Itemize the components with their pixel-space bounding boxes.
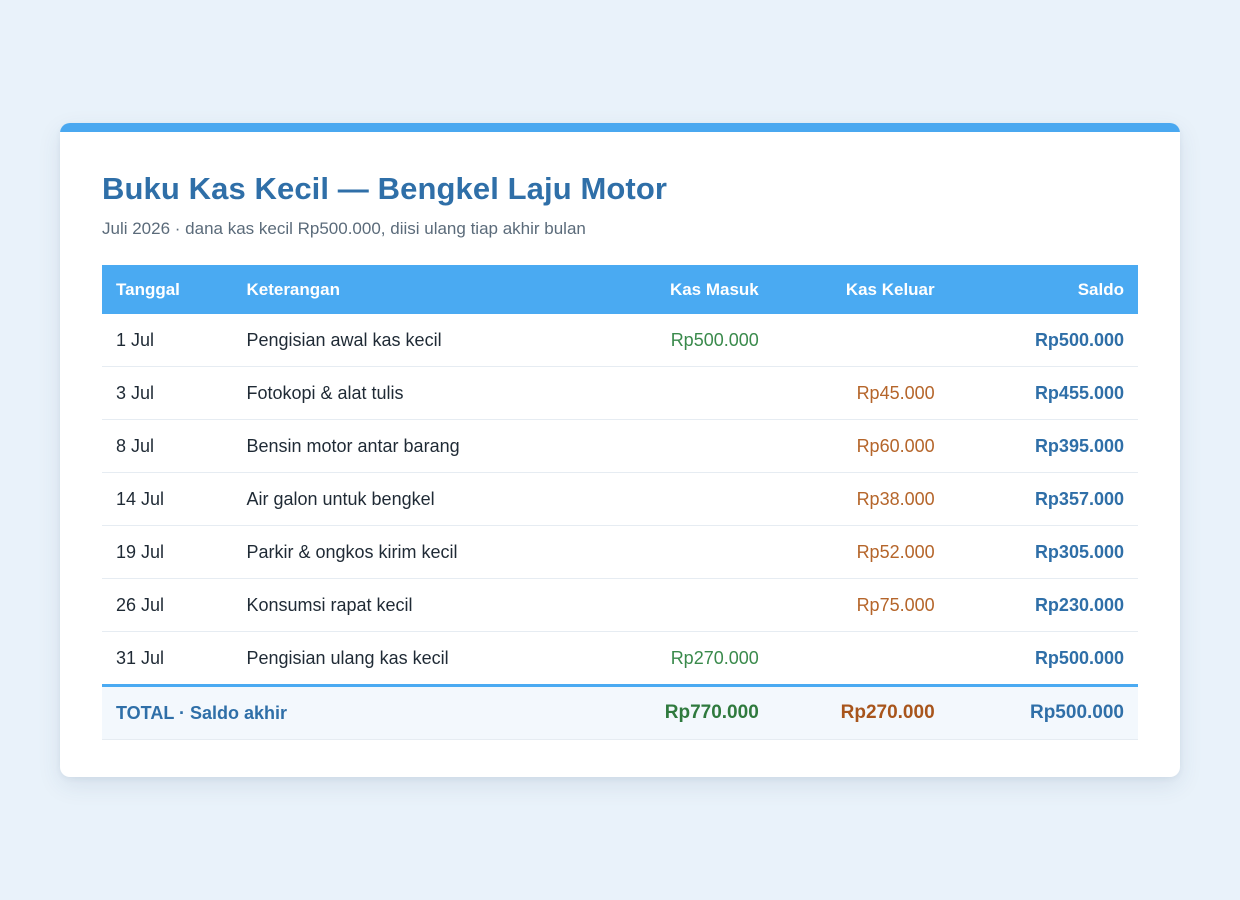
cell-balance: Rp395.000 bbox=[949, 420, 1138, 473]
cell-balance: Rp230.000 bbox=[949, 579, 1138, 632]
cell-date: 1 Jul bbox=[102, 314, 232, 367]
cell-cash-in bbox=[597, 526, 773, 579]
column-header-date: Tanggal bbox=[102, 265, 232, 314]
cell-date: 31 Jul bbox=[102, 632, 232, 686]
cell-balance: Rp305.000 bbox=[949, 526, 1138, 579]
table-body bbox=[102, 314, 1138, 686]
cell-description: Air galon untuk bengkel bbox=[232, 473, 596, 526]
table-row bbox=[102, 632, 1138, 686]
table-row bbox=[102, 367, 1138, 420]
table-row bbox=[102, 526, 1138, 579]
cell-cash-in bbox=[597, 473, 773, 526]
cell-balance: Rp500.000 bbox=[949, 632, 1138, 686]
cell-description: Parkir & ongkos kirim kecil bbox=[232, 526, 596, 579]
cell-description: Fotokopi & alat tulis bbox=[232, 367, 596, 420]
cell-cash-in: Rp270.000 bbox=[597, 632, 773, 686]
cell-cash-in: Rp500.000 bbox=[597, 314, 773, 367]
cell-description: Pengisian ulang kas kecil bbox=[232, 632, 596, 686]
cell-description: Bensin motor antar barang bbox=[232, 420, 596, 473]
table-row bbox=[102, 420, 1138, 473]
total-row bbox=[102, 686, 1138, 740]
card-accent-bar bbox=[60, 123, 1180, 132]
column-header-cash-in: Kas Masuk bbox=[597, 265, 773, 314]
cell-date: 3 Jul bbox=[102, 367, 232, 420]
cell-balance: Rp357.000 bbox=[949, 473, 1138, 526]
cell-description: Konsumsi rapat kecil bbox=[232, 579, 596, 632]
cell-date: 14 Jul bbox=[102, 473, 232, 526]
cell-date: 19 Jul bbox=[102, 526, 232, 579]
cell-cash-out: Rp60.000 bbox=[773, 420, 949, 473]
cell-balance: Rp500.000 bbox=[949, 314, 1138, 367]
table-footer bbox=[102, 686, 1138, 740]
cell-cash-in bbox=[597, 367, 773, 420]
total-cash-in: Rp770.000 bbox=[597, 686, 773, 740]
table-row bbox=[102, 579, 1138, 632]
cell-balance: Rp455.000 bbox=[949, 367, 1138, 420]
cell-cash-out: Rp45.000 bbox=[773, 367, 949, 420]
column-header-description: Keterangan bbox=[232, 265, 596, 314]
petty-cash-card bbox=[60, 123, 1180, 777]
header-row bbox=[102, 265, 1138, 314]
cell-date: 26 Jul bbox=[102, 579, 232, 632]
page-title: Buku Kas Kecil — Bengkel Laju Motor bbox=[102, 171, 668, 206]
cell-cash-in bbox=[597, 420, 773, 473]
column-header-balance: Saldo bbox=[949, 265, 1138, 314]
cell-cash-in bbox=[597, 579, 773, 632]
cell-cash-out bbox=[773, 632, 949, 686]
cell-cash-out: Rp75.000 bbox=[773, 579, 949, 632]
cell-description: Pengisian awal kas kecil bbox=[232, 314, 596, 367]
table-header bbox=[102, 265, 1138, 314]
cell-cash-out: Rp38.000 bbox=[773, 473, 949, 526]
table-row bbox=[102, 473, 1138, 526]
total-label: TOTAL · Saldo akhir bbox=[102, 686, 597, 740]
total-cash-out: Rp270.000 bbox=[773, 686, 949, 740]
table-row bbox=[102, 314, 1138, 367]
cell-cash-out bbox=[773, 314, 949, 367]
column-header-cash-out: Kas Keluar bbox=[773, 265, 949, 314]
cash-ledger-table bbox=[102, 265, 1138, 740]
cell-cash-out: Rp52.000 bbox=[773, 526, 949, 579]
cell-date: 8 Jul bbox=[102, 420, 232, 473]
page-subtitle: Juli 2026 · dana kas kecil Rp500.000, diisi ulang tiap akhir bulan bbox=[102, 219, 586, 238]
total-balance: Rp500.000 bbox=[949, 686, 1138, 740]
